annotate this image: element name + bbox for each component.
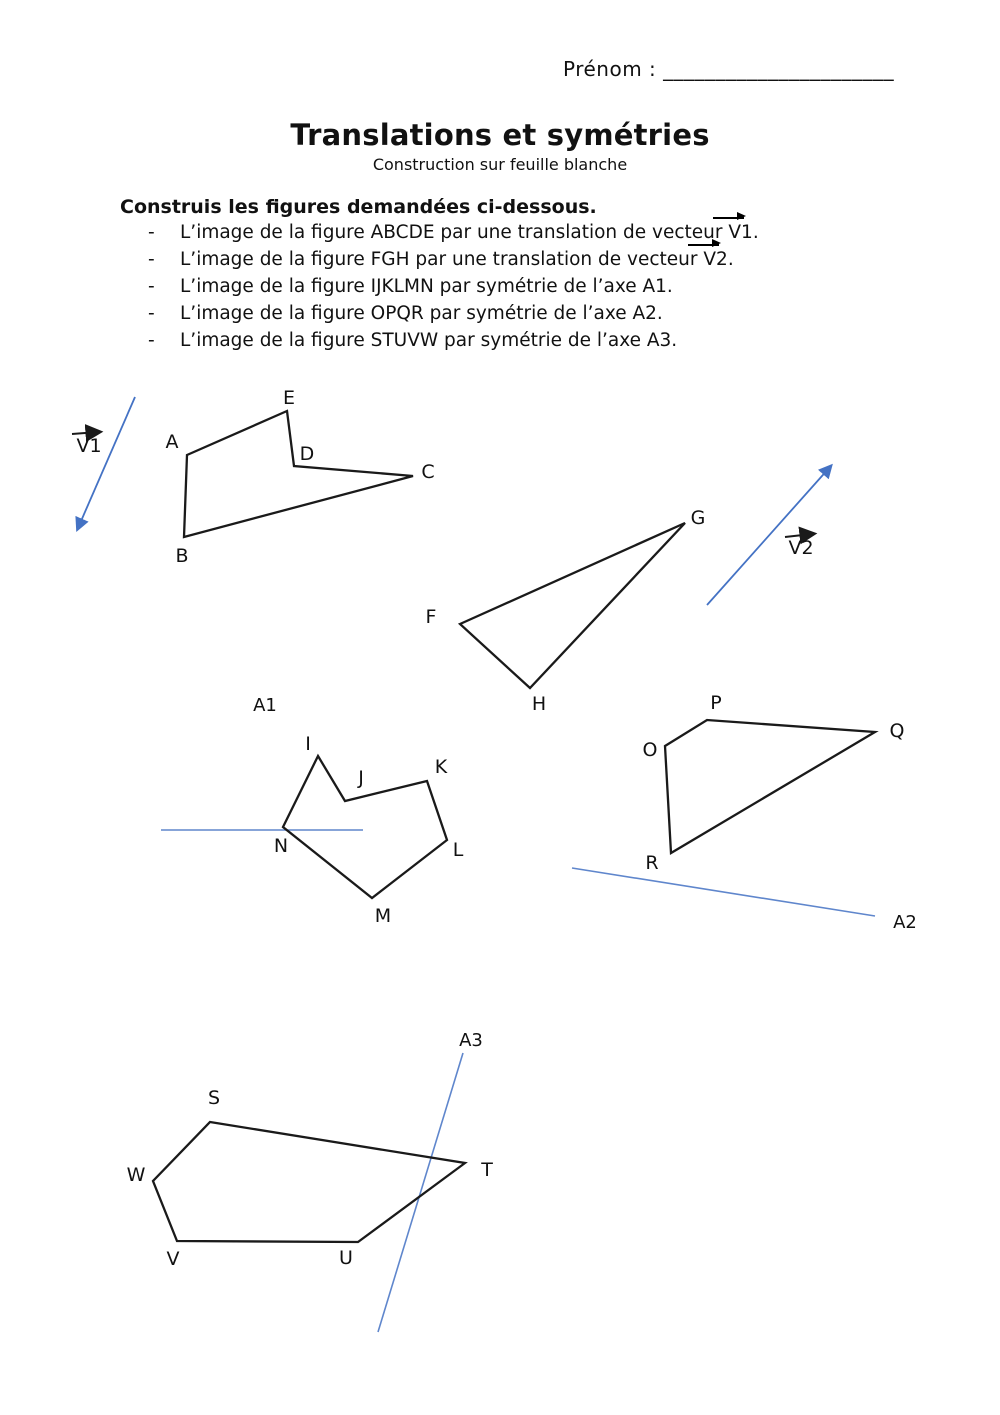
vertex-label-u: U <box>339 1247 353 1269</box>
vertex-label-s: S <box>207 1087 221 1109</box>
vector-v2-arrow <box>707 467 830 605</box>
axis-a2-label: A2 <box>893 912 917 933</box>
figure-abcde-polygon <box>184 411 413 537</box>
list-dash: - <box>148 249 155 270</box>
axis-a2-line <box>572 868 875 916</box>
vertex-label-m: M <box>374 905 392 927</box>
axis-a1-label: A1 <box>253 695 277 716</box>
instruction-text: L’image de la figure OPQR par symétrie de l’axe A2. <box>180 303 663 324</box>
axis-a3-line <box>378 1053 463 1332</box>
vertex-label-o: O <box>642 739 658 761</box>
vector-v2-inline: V2 <box>703 246 727 273</box>
vertex-label-q: Q <box>889 720 905 742</box>
instruction-text: L’image de la figure ABCDE par une translation de vecteur V1. <box>180 219 759 246</box>
vertex-label-r: R <box>645 852 659 874</box>
vertex-label-l: L <box>452 839 464 861</box>
vertex-label-k: K <box>434 756 448 778</box>
figure-ijklmn-polygon <box>283 756 447 898</box>
vertex-label-a: A <box>165 431 179 453</box>
vertex-label-g: G <box>690 507 706 529</box>
vertex-label-f: F <box>425 606 437 628</box>
vertex-label-e: E <box>282 387 296 409</box>
vector-v1-label-overarrow-icon <box>72 432 98 434</box>
vertex-label-b: B <box>175 545 189 567</box>
instruction-text: L’image de la figure FGH par une translation de vecteur V2. <box>180 246 734 273</box>
list-dash: - <box>148 222 155 243</box>
vertex-label-t: T <box>481 1159 493 1181</box>
vertex-label-i: I <box>305 733 311 755</box>
vector-v1-label: V1 <box>76 435 102 457</box>
instructions-heading: Construis les figures demandées ci-dessous. <box>120 196 597 218</box>
list-dash: - <box>148 330 155 351</box>
figure-opqr-polygon <box>665 720 875 853</box>
vertex-label-j: J <box>358 767 364 789</box>
page-subtitle: Construction sur feuille blanche <box>372 155 628 174</box>
figure-stuvw-polygon <box>153 1122 465 1242</box>
instruction-text: L’image de la figure STUVW par symétrie de l’axe A3. <box>180 330 678 351</box>
list-dash: - <box>148 303 155 324</box>
list-dash: - <box>148 276 155 297</box>
page-title: Translations et symétries <box>290 118 710 152</box>
vector-v1-inline: V1 <box>728 219 752 246</box>
vertex-label-h: H <box>531 693 547 715</box>
axis-a3-label: A3 <box>459 1030 483 1051</box>
instruction-text: L’image de la figure IJKLMN par symétrie de l’axe A1. <box>180 276 673 297</box>
vertex-label-p: P <box>710 692 722 714</box>
vertex-label-n: N <box>273 835 289 857</box>
prenom-label: Prénom : <box>563 57 657 81</box>
vector-v2-label: V2 <box>788 537 814 559</box>
name-blank-line: ______________________ <box>663 57 895 81</box>
vertex-label-c: C <box>421 461 435 483</box>
vertex-label-w: W <box>126 1164 146 1186</box>
vertex-label-d: D <box>299 443 315 465</box>
vector-v1-arrow <box>78 397 135 528</box>
figure-fgh-polygon <box>460 523 685 688</box>
vertex-label-v: V <box>166 1248 180 1270</box>
